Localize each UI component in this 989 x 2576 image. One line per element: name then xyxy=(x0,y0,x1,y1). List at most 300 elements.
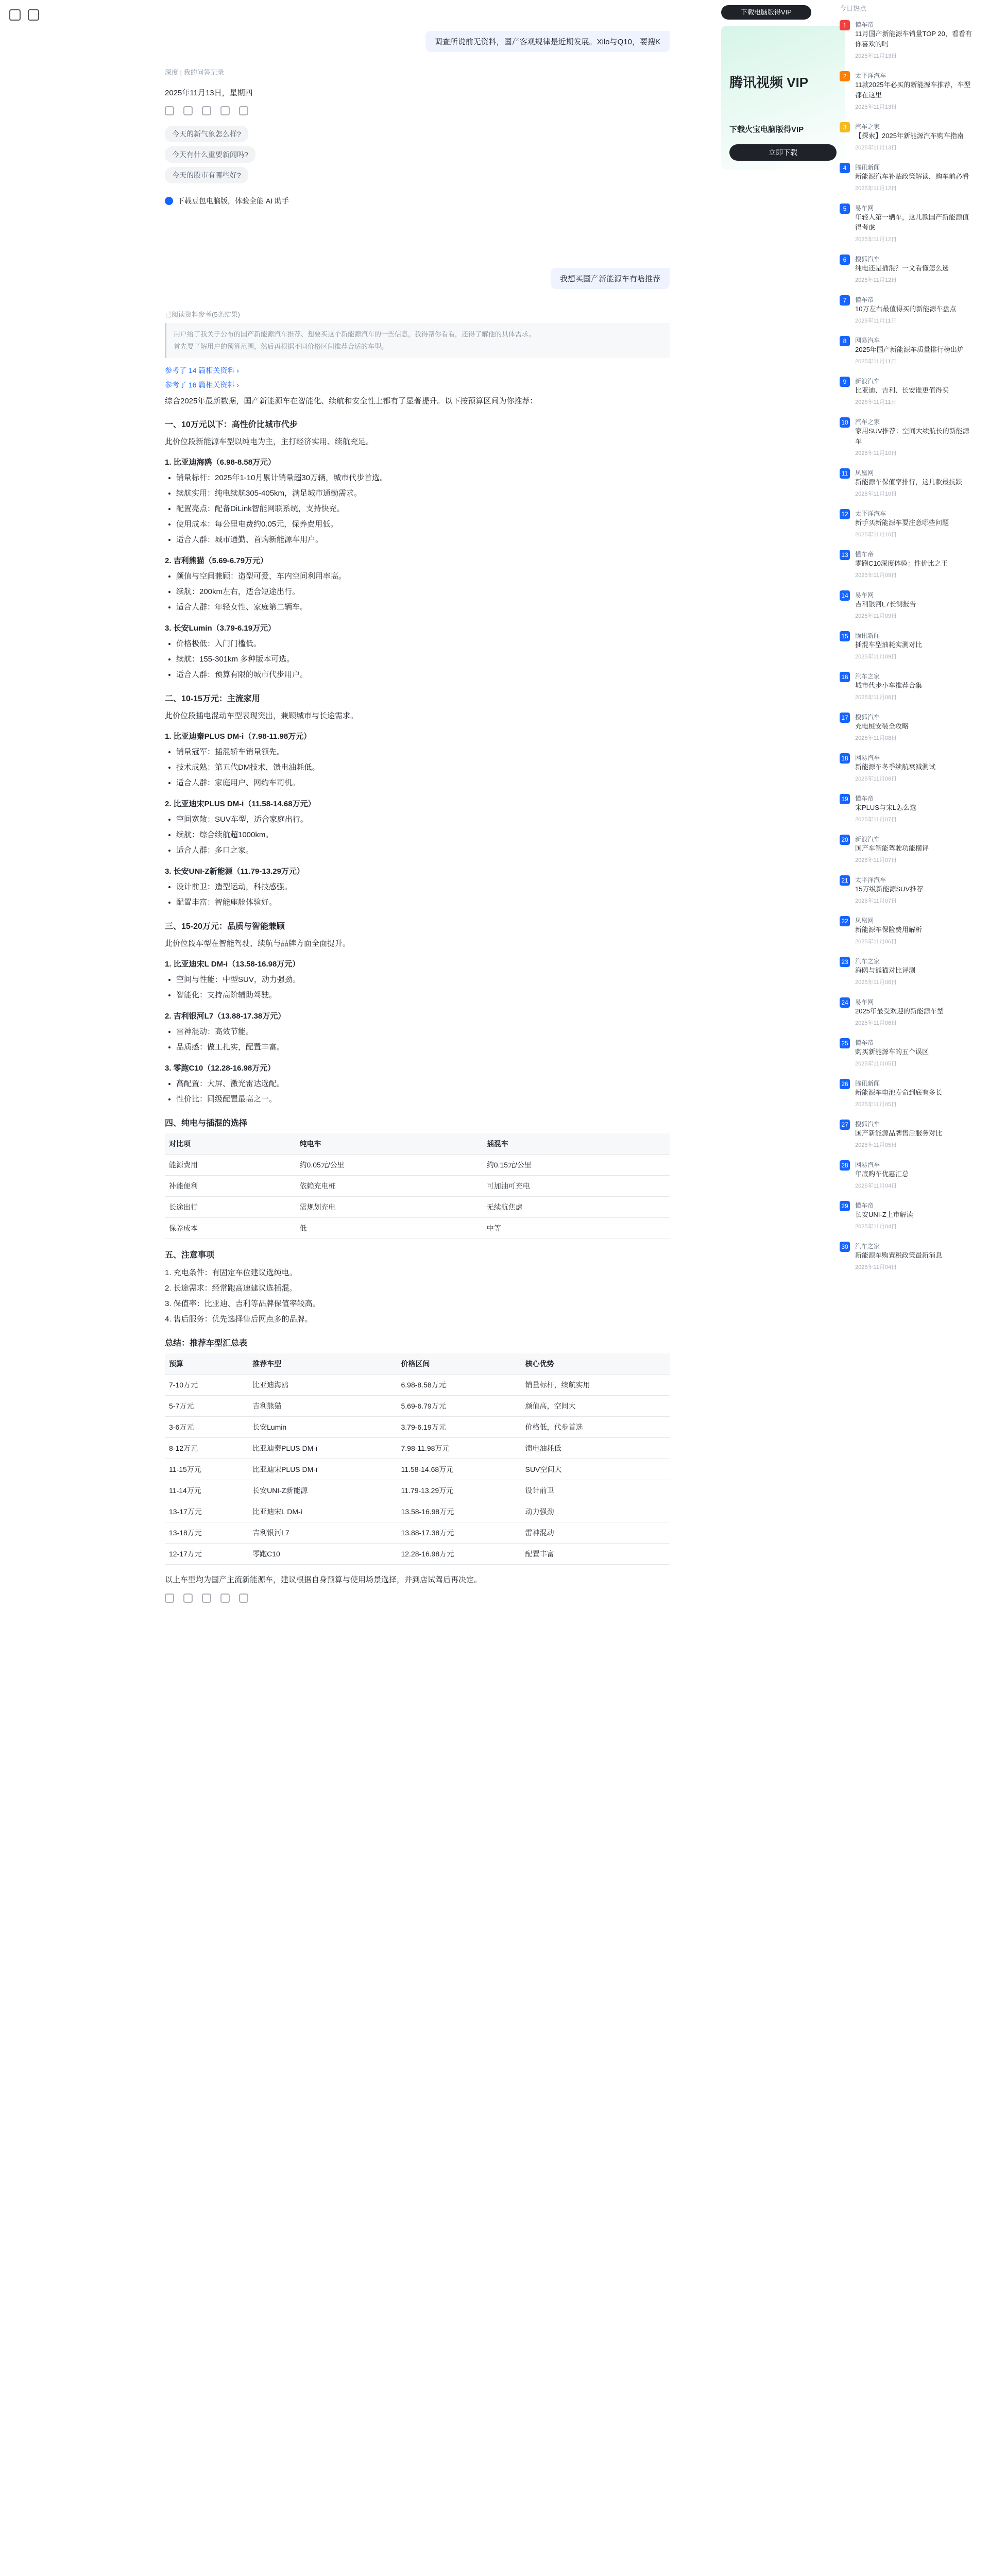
news-rank-badge: 30 xyxy=(840,1242,850,1252)
news-body xyxy=(855,590,916,620)
table-header-cell: 价格区间 xyxy=(397,1353,521,1375)
news-item[interactable] xyxy=(834,468,979,498)
sidebar-toggle-icon[interactable] xyxy=(9,9,21,21)
car-points xyxy=(165,972,670,1003)
news-title[interactable]: 新能源车电池寿命到底有多长 xyxy=(855,1089,943,1096)
news-time: 2025年11月08日 xyxy=(855,776,897,782)
table-cell: 配置丰富 xyxy=(521,1544,670,1565)
table-header-row xyxy=(165,1353,670,1375)
news-rank-badge: 16 xyxy=(840,672,850,682)
window-controls xyxy=(9,9,39,21)
news-time: 2025年11月12日 xyxy=(855,277,897,283)
news-item[interactable] xyxy=(834,957,979,986)
news-item[interactable] xyxy=(834,336,979,365)
news-item[interactable] xyxy=(834,997,979,1027)
news-time: 2025年11月11日 xyxy=(855,399,897,405)
table-cell: 12-17万元 xyxy=(165,1544,248,1565)
copy-icon[interactable] xyxy=(165,1594,174,1603)
table-header-cell: 核心优势 xyxy=(521,1353,670,1375)
table-header-cell: 对比项 xyxy=(165,1133,296,1155)
news-time: 2025年11月10日 xyxy=(855,491,897,497)
new-chat-icon[interactable] xyxy=(28,9,39,21)
car-points xyxy=(165,1024,670,1055)
table-cell: SUV空间大 xyxy=(521,1459,670,1480)
news-title[interactable]: 海鸥与熊猫对比评测 xyxy=(855,967,916,974)
news-source: 汽车之家 xyxy=(855,673,880,680)
car-name: 1. 比亚迪宋L DM-i（13.58-16.98万元） xyxy=(165,960,300,969)
news-rank-badge: 5 xyxy=(840,204,850,214)
news-rank-badge: 12 xyxy=(840,509,850,519)
news-rank-badge: 2 xyxy=(840,71,850,81)
news-rank-badge: 10 xyxy=(840,417,850,428)
news-item[interactable] xyxy=(834,590,979,620)
news-source: 搜狐汽车 xyxy=(855,256,880,263)
news-source: 搜狐汽车 xyxy=(855,1121,880,1128)
table-row xyxy=(165,1176,670,1197)
news-item[interactable] xyxy=(834,916,979,945)
reasoning-box xyxy=(165,323,670,358)
table-cell: 需规划充电 xyxy=(296,1197,483,1218)
car-points xyxy=(165,1076,670,1107)
news-source: 易车网 xyxy=(855,205,874,212)
news-source: 太平洋汽车 xyxy=(855,876,886,884)
table-row xyxy=(165,1375,670,1396)
table-cell: 销量标杆，续航实用 xyxy=(521,1375,670,1396)
news-item[interactable] xyxy=(834,672,979,701)
table-row xyxy=(165,1438,670,1459)
news-list xyxy=(834,20,979,1271)
news-body xyxy=(855,468,962,498)
news-source: 凤凰网 xyxy=(855,917,874,924)
list-item: • 适合人群：年轻女性、家庭第二辆车。 xyxy=(176,600,670,615)
promo-download-button[interactable]: 下载电脑版得VIP xyxy=(721,5,811,20)
table-cell: 长安UNI-Z新能源 xyxy=(248,1480,397,1501)
news-title[interactable]: 宋PLUS与宋L怎么选 xyxy=(855,804,917,811)
suggested-question[interactable]: 今天的新气象怎么样? xyxy=(165,126,248,142)
news-body xyxy=(855,1242,942,1271)
closing-text: 以上车型均为国产主流新能源车，建议根据自身预算与使用场景选择，并到店试驾后再决定。 xyxy=(165,1575,482,1584)
list-item: • 适合人群：城市通勤、首购新能源车用户。 xyxy=(176,532,670,548)
table-body xyxy=(165,1155,670,1239)
list-item: • 空间与性能：中型SUV，动力强劲。 xyxy=(176,972,670,988)
news-source: 易车网 xyxy=(855,998,874,1006)
news-time: 2025年11月09日 xyxy=(855,572,897,579)
news-time: 2025年11月08日 xyxy=(855,694,897,701)
news-title[interactable]: 国产车智能驾驶功能横评 xyxy=(855,844,929,852)
news-rank-badge: 21 xyxy=(840,875,850,886)
regenerate-icon[interactable] xyxy=(183,106,193,115)
table-cell: 约0.15元/公里 xyxy=(483,1155,670,1176)
car-name: 3. 长安UNI-Z新能源（11.79-13.29万元） xyxy=(165,867,304,876)
news-time: 2025年11月06日 xyxy=(855,1020,897,1026)
news-source: 懂车帝 xyxy=(855,1039,874,1046)
news-item[interactable] xyxy=(834,20,979,60)
news-title[interactable]: 11款2025年必买的新能源车推荐，车型都在这里 xyxy=(855,81,971,99)
news-title[interactable]: 插混车型油耗实测对比 xyxy=(855,641,923,649)
news-item[interactable] xyxy=(834,1242,979,1271)
message-actions xyxy=(165,1594,670,1603)
news-item[interactable] xyxy=(834,1079,979,1108)
news-title[interactable]: 年轻人第一辆车，这几款国产新能源值得考虑 xyxy=(855,213,969,231)
table-cell: 5-7万元 xyxy=(165,1396,248,1417)
news-body xyxy=(855,753,935,783)
news-source: 太平洋汽车 xyxy=(855,510,886,517)
news-body xyxy=(855,20,974,60)
car-name: 2. 吉利银河L7（13.88-17.38万元） xyxy=(165,1012,286,1021)
reference-link[interactable]: 参考了 16 篇相关资料 › xyxy=(165,381,239,389)
news-source: 凤凰网 xyxy=(855,469,874,477)
table-cell: 能源费用 xyxy=(165,1155,296,1176)
news-time: 2025年11月09日 xyxy=(855,654,897,660)
news-item[interactable] xyxy=(834,204,979,243)
table-cell: 6.98-8.58万元 xyxy=(397,1375,521,1396)
news-rank-badge: 20 xyxy=(840,835,850,845)
news-item[interactable] xyxy=(834,550,979,579)
table-cell: 11.58-14.68万元 xyxy=(397,1459,521,1480)
news-body xyxy=(855,1079,942,1108)
news-time: 2025年11月07日 xyxy=(855,898,897,904)
news-title[interactable]: 2025年国产新能源车质量排行榜出炉 xyxy=(855,346,964,353)
table-cell: 无续航焦虑 xyxy=(483,1197,670,1218)
news-body xyxy=(855,71,974,111)
suggested-question[interactable]: 今天有什么重要新闻吗? xyxy=(165,146,255,163)
news-source: 汽车之家 xyxy=(855,1243,880,1250)
table-header-cell: 预算 xyxy=(165,1353,248,1375)
news-body xyxy=(855,1201,913,1230)
news-time: 2025年11月10日 xyxy=(855,532,897,538)
list-item: 4. 售后服务：优先选择售后网点多的品牌。 xyxy=(165,1315,313,1324)
news-body xyxy=(855,672,922,701)
table-row xyxy=(165,1417,670,1438)
news-title[interactable]: 新手买新能源车要注意哪些问题 xyxy=(855,519,949,527)
table-row xyxy=(165,1155,670,1176)
table-cell: 依赖充电桩 xyxy=(296,1176,483,1197)
list-item: • 价格极低：入门门槛低。 xyxy=(176,636,670,652)
news-rank-badge: 13 xyxy=(840,550,850,560)
car-name: 1. 比亚迪海鸥（6.98-8.58万元） xyxy=(165,458,276,467)
table-header-cell: 插混车 xyxy=(483,1133,670,1155)
news-time: 2025年11月04日 xyxy=(855,1183,897,1189)
news-title[interactable]: 年底购车优惠汇总 xyxy=(855,1170,909,1178)
news-item[interactable] xyxy=(834,71,979,111)
news-source: 懂车帝 xyxy=(855,296,874,303)
news-body xyxy=(855,336,964,365)
news-time: 2025年11月07日 xyxy=(855,817,897,823)
news-title[interactable]: 11月国产新能源车销量TOP 20，看看有你喜欢的吗 xyxy=(855,30,972,48)
list-item: • 续航：200km左右，适合短途出行。 xyxy=(176,584,670,600)
news-item[interactable] xyxy=(834,295,979,325)
news-source: 懂车帝 xyxy=(855,21,874,28)
table-cell: 长途出行 xyxy=(165,1197,296,1218)
table-cell: 价格低，代步首选 xyxy=(521,1417,670,1438)
news-body xyxy=(855,916,922,945)
table-cell: 比亚迪秦PLUS DM-i xyxy=(248,1438,397,1459)
like-icon[interactable] xyxy=(202,106,211,115)
news-source: 太平洋汽车 xyxy=(855,72,886,79)
news-item[interactable] xyxy=(834,509,979,538)
table-cell: 约0.05元/公里 xyxy=(296,1155,483,1176)
news-source: 懂车帝 xyxy=(855,795,874,802)
news-title[interactable]: 新能源汽车补贴政策解读，购车前必看 xyxy=(855,173,969,180)
section-desc: 此价位段新能源车型以纯电为主，主打经济实用、续航充足。 xyxy=(165,437,374,446)
car-name: 3. 零跑C10（12.28-16.98万元） xyxy=(165,1064,276,1073)
list-item: 3. 保值率：比亚迪、吉利等品牌保值率较高。 xyxy=(165,1299,320,1308)
table-cell: 设计前卫 xyxy=(521,1480,670,1501)
chat-main xyxy=(165,0,670,2576)
table-cell: 11-15万元 xyxy=(165,1459,248,1480)
car-points xyxy=(165,744,670,791)
car-points xyxy=(165,569,670,615)
list-item: 1. 充电条件：有固定车位建议选纯电。 xyxy=(165,1268,297,1277)
table-cell: 动力强劲 xyxy=(521,1501,670,1522)
news-source: 腾讯新闻 xyxy=(855,632,880,639)
news-rank-badge: 17 xyxy=(840,713,850,723)
news-time: 2025年11月09日 xyxy=(855,613,897,619)
list-item: • 性价比：同级配置最高之一。 xyxy=(176,1092,670,1107)
news-body xyxy=(855,713,909,742)
car-points xyxy=(165,879,670,910)
table-cell: 11.79-13.29万元 xyxy=(397,1480,521,1501)
news-rank-badge: 19 xyxy=(840,794,850,804)
news-title[interactable]: 充电桩安装全攻略 xyxy=(855,722,909,730)
news-title[interactable]: 吉利银河L7长测报告 xyxy=(855,600,916,608)
news-time: 2025年11月13日 xyxy=(855,53,897,59)
news-time: 2025年11月11日 xyxy=(855,359,897,365)
news-time: 2025年11月06日 xyxy=(855,979,897,986)
news-rank-badge: 1 xyxy=(840,20,850,30)
news-item[interactable] xyxy=(834,1120,979,1149)
news-body xyxy=(855,163,969,192)
news-item[interactable] xyxy=(834,1038,979,1067)
news-body xyxy=(855,509,949,538)
promo-card xyxy=(721,26,845,170)
suggested-question[interactable]: 今天的股市有哪些好? xyxy=(165,167,248,183)
car-name: 2. 吉利熊猫（5.69-6.79万元） xyxy=(165,556,268,565)
news-time: 2025年11月06日 xyxy=(855,939,897,945)
table-cell: 13.88-17.38万元 xyxy=(397,1522,521,1544)
news-item[interactable] xyxy=(834,875,979,905)
table-cell: 吉利熊猫 xyxy=(248,1396,397,1417)
news-item[interactable] xyxy=(834,1201,979,1230)
news-time: 2025年11月05日 xyxy=(855,1142,897,1148)
news-title[interactable]: 15万级新能源SUV推荐 xyxy=(855,885,924,893)
news-rank-badge: 9 xyxy=(840,377,850,387)
news-body xyxy=(855,1038,929,1067)
reference-link[interactable]: 参考了 14 篇相关资料 › xyxy=(165,366,239,375)
news-rank-badge: 26 xyxy=(840,1079,850,1089)
download-notice-text: 下载豆包电脑版，体验全能 AI 助手 xyxy=(177,197,289,205)
news-title[interactable]: 零跑C10深度体验：性价比之王 xyxy=(855,560,948,567)
news-rank-badge: 11 xyxy=(840,468,850,479)
news-title[interactable]: 长安UNI-Z上市解读 xyxy=(855,1211,913,1218)
news-body xyxy=(855,835,929,864)
news-body xyxy=(855,417,974,457)
share-icon[interactable] xyxy=(239,106,248,115)
news-title[interactable]: 比亚迪、吉利、长安谁更值得买 xyxy=(855,386,949,394)
dislike-icon[interactable] xyxy=(220,106,230,115)
table-cell: 比亚迪海鸥 xyxy=(248,1375,397,1396)
assistant-reply-2 xyxy=(165,309,670,1603)
section-heading: 四、纯电与插混的选择 xyxy=(165,1119,248,1128)
news-body xyxy=(855,631,922,660)
list-item: • 智能化：支持高阶辅助驾驶。 xyxy=(176,988,670,1003)
section-heading: 五、注意事项 xyxy=(165,1251,215,1260)
like-icon[interactable] xyxy=(202,1594,211,1603)
car-points xyxy=(165,812,670,858)
news-item[interactable] xyxy=(834,163,979,192)
reference-source: 已阅读资料参考(5条结果) xyxy=(165,311,240,318)
news-source: 懂车帝 xyxy=(855,1202,874,1209)
news-body xyxy=(855,295,956,325)
news-rank-badge: 25 xyxy=(840,1038,850,1048)
table-header-row xyxy=(165,1133,670,1155)
list-item: • 适合人群：预算有限的城市代步用户。 xyxy=(176,667,670,683)
news-title[interactable]: 购买新能源车的五个误区 xyxy=(855,1048,929,1056)
news-time: 2025年11月07日 xyxy=(855,857,897,863)
share-icon[interactable] xyxy=(239,1594,248,1603)
list-item: • 适合人群：多口之家。 xyxy=(176,843,670,858)
list-item: • 高配置：大屏、激光雷达选配。 xyxy=(176,1076,670,1092)
news-time: 2025年11月10日 xyxy=(855,450,897,456)
news-title[interactable]: 国产新能源品牌售后服务对比 xyxy=(855,1129,943,1137)
news-time: 2025年11月12日 xyxy=(855,185,897,192)
news-rank-badge: 14 xyxy=(840,590,850,601)
news-time: 2025年11月13日 xyxy=(855,104,897,110)
table-row xyxy=(165,1522,670,1544)
table-header-cell: 纯电车 xyxy=(296,1133,483,1155)
news-item[interactable] xyxy=(834,122,979,151)
news-rank-badge: 15 xyxy=(840,631,850,641)
news-time: 2025年11月05日 xyxy=(855,1101,897,1108)
download-icon xyxy=(165,197,173,205)
list-item: • 雷神混动：高效节能。 xyxy=(176,1024,670,1040)
list-item: • 品质感：做工扎实，配置丰富。 xyxy=(176,1040,670,1055)
news-item[interactable] xyxy=(834,835,979,864)
table-cell: 7-10万元 xyxy=(165,1375,248,1396)
news-source: 新浪汽车 xyxy=(855,378,880,385)
regenerate-icon[interactable] xyxy=(183,1594,193,1603)
news-title[interactable]: 新能源车冬季续航衰减测试 xyxy=(855,763,936,771)
table-cell: 13-17万元 xyxy=(165,1501,248,1522)
list-item: • 配置丰富：智能座舱体验好。 xyxy=(176,895,670,910)
table-header-cell: 推荐车型 xyxy=(248,1353,397,1375)
news-item[interactable] xyxy=(834,1160,979,1190)
news-title[interactable]: 新能源车购置税政策最新消息 xyxy=(855,1251,943,1259)
news-title[interactable]: 纯电还是插混？一文看懂怎么选 xyxy=(855,264,949,272)
table-cell: 保养成本 xyxy=(165,1218,296,1239)
summary-table xyxy=(165,1353,670,1565)
news-item[interactable] xyxy=(834,713,979,742)
news-body xyxy=(855,957,915,986)
table-cell: 3.79-6.19万元 xyxy=(397,1417,521,1438)
list-item: • 续航：155-301km 多种版本可选。 xyxy=(176,652,670,667)
section-desc: 此价位段插电混动车型表现突出，兼顾城市与长途需求。 xyxy=(165,711,359,720)
user-message-1: 调查所说前无资料，国产客观规律是近期发展。Xilo与Q10，要搜K xyxy=(425,31,670,52)
news-source: 腾讯新闻 xyxy=(855,1080,880,1087)
news-rank-badge: 27 xyxy=(840,1120,850,1130)
news-item[interactable] xyxy=(834,377,979,406)
news-item[interactable] xyxy=(834,631,979,660)
section-heading: 二、10-15万元：主流家用 xyxy=(165,694,260,703)
table-cell: 13-18万元 xyxy=(165,1522,248,1544)
suggested-questions xyxy=(165,126,670,188)
list-item: • 续航实用：纯电续航305-405km，满足城市通勤需求。 xyxy=(176,486,670,501)
dislike-icon[interactable] xyxy=(220,1594,230,1603)
news-body xyxy=(855,255,949,284)
promo-cta-button[interactable]: 立即下载 xyxy=(729,144,837,161)
news-title[interactable]: 新能源车保值率排行，这几款最抗跌 xyxy=(855,478,963,486)
list-item: • 配置亮点：配备DiLink智能网联系统，支持快充。 xyxy=(176,501,670,517)
right-sidebar xyxy=(721,0,979,2576)
table-cell: 13.58-16.98万元 xyxy=(397,1501,521,1522)
table-row xyxy=(165,1396,670,1417)
news-rank-badge: 22 xyxy=(840,916,850,926)
news-item[interactable] xyxy=(834,794,979,823)
news-time: 2025年11月04日 xyxy=(855,1264,897,1270)
list-item: • 空间宽敞：SUV车型，适合家庭出行。 xyxy=(176,812,670,827)
car-points xyxy=(165,636,670,683)
table-row xyxy=(165,1218,670,1239)
car-name: 3. 长安Lumin（3.79-6.19万元） xyxy=(165,624,276,633)
promo-title: 腾讯视频 VIP xyxy=(729,75,809,90)
news-source: 网易汽车 xyxy=(855,337,880,344)
section-heading: 一、10万元以下：高性价比城市代步 xyxy=(165,420,298,429)
list-item: • 销量冠军：插混轿车销量领先。 xyxy=(176,744,670,760)
news-title[interactable]: 10万左右最值得买的新能源车盘点 xyxy=(855,305,957,313)
news-source: 腾讯新闻 xyxy=(855,164,880,171)
car-name: 2. 比亚迪宋PLUS DM-i（11.58-14.68万元） xyxy=(165,800,316,808)
table-cell: 雷神混动 xyxy=(521,1522,670,1544)
tips-list xyxy=(165,1265,670,1327)
news-source: 懂车帝 xyxy=(855,551,874,558)
section-heading: 三、15-20万元：品质与智能兼顾 xyxy=(165,922,285,931)
section-heading: 总结：推荐车型汇总表 xyxy=(165,1339,248,1348)
list-item: • 使用成本：每公里电费约0.05元，保养费用低。 xyxy=(176,517,670,532)
download-notice[interactable] xyxy=(165,196,670,206)
table-row xyxy=(165,1544,670,1565)
news-source: 网易汽车 xyxy=(855,1161,880,1168)
date-text: 2025年11月13日，星期四 xyxy=(165,89,253,97)
news-title[interactable]: 新能源车保险费用解析 xyxy=(855,926,923,934)
table-cell: 馈电油耗低 xyxy=(521,1438,670,1459)
news-body xyxy=(855,794,916,823)
table-row xyxy=(165,1197,670,1218)
reference-label: 深度 | 我的问答记录 xyxy=(165,69,224,76)
news-rank-badge: 4 xyxy=(840,163,850,173)
news-title[interactable]: 2025年最受欢迎的新能源车型 xyxy=(855,1007,944,1015)
news-item[interactable] xyxy=(834,753,979,783)
message-actions xyxy=(165,106,670,115)
reasoning-text: 用户给了我关于公布的国产新能源汽车推荐、想要买这个新能源汽车的一些信息，我得帮你看看，还得了解他的具体需求。 xyxy=(174,330,536,338)
news-title[interactable]: 家用SUV推荐：空间大续航长的新能源车 xyxy=(855,427,969,445)
list-item: • 适合人群：家庭用户、网约车司机。 xyxy=(176,775,670,791)
table-body xyxy=(165,1375,670,1565)
table-cell: 长安Lumin xyxy=(248,1417,397,1438)
news-body xyxy=(855,1120,942,1149)
news-item[interactable] xyxy=(834,417,979,457)
copy-icon[interactable] xyxy=(165,106,174,115)
news-rank-badge: 3 xyxy=(840,122,850,132)
news-rank-badge: 24 xyxy=(840,997,850,1008)
compare-table xyxy=(165,1133,670,1239)
news-item[interactable] xyxy=(834,255,979,284)
news-title[interactable]: 【探索】2025年新能源汽车购车指南 xyxy=(855,132,964,140)
news-body xyxy=(855,204,974,243)
news-time: 2025年11月05日 xyxy=(855,1061,897,1067)
news-time: 2025年11月04日 xyxy=(855,1224,897,1230)
table-cell: 8-12万元 xyxy=(165,1438,248,1459)
news-title[interactable]: 城市代步小车推荐合集 xyxy=(855,682,923,689)
